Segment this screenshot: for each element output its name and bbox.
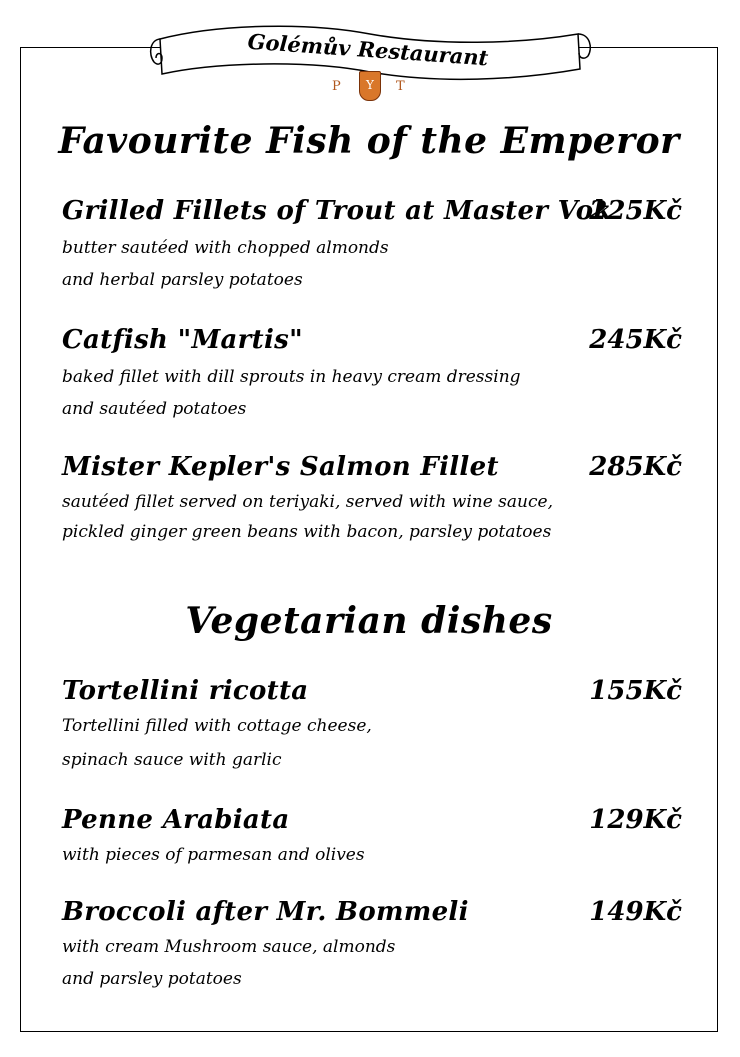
restaurant-name: Golémův Restaurant xyxy=(246,28,490,71)
section-title-fish: Favourite Fish of the Emperor xyxy=(58,120,680,162)
menu-item-penne xyxy=(62,805,682,865)
shield-icon: Y xyxy=(359,71,381,101)
menu-item-tortellini xyxy=(62,676,682,770)
restaurant-banner xyxy=(148,14,593,109)
menu-item-salmon xyxy=(62,452,682,542)
menu-item-catfish xyxy=(62,325,682,419)
dish-description-line: pickled ginger green beans with bacon, parsley potatoes xyxy=(62,522,552,542)
dish-price: 155Kč xyxy=(589,676,682,706)
emblem-letter-left: P xyxy=(332,79,341,94)
dish-name: Catfish "Martis" xyxy=(62,325,303,355)
dish-price: 225Kč xyxy=(589,196,682,226)
dish-description-line: sautéed fillet served on teriyaki, served with wine sauce, xyxy=(62,492,553,512)
dish-description-line: and sautéed potatoes xyxy=(62,399,247,419)
dish-name: Broccoli after Mr. Bommeli xyxy=(62,897,469,927)
restaurant-emblem xyxy=(328,69,412,107)
dish-name: Penne Arabiata xyxy=(62,805,290,835)
dish-name: Tortellini ricotta xyxy=(62,676,309,706)
dish-price: 129Kč xyxy=(589,805,682,835)
dish-description-line: spinach sauce with garlic xyxy=(62,750,282,770)
dish-description-line: with cream Mushroom sauce, almonds xyxy=(62,937,396,957)
dish-description-line: and herbal parsley potatoes xyxy=(62,270,303,290)
dish-description-line: and parsley potatoes xyxy=(62,969,242,989)
dish-price: 245Kč xyxy=(589,325,682,355)
dish-description-line: baked fillet with dill sprouts in heavy cream dressing xyxy=(62,367,521,387)
dish-description-line: Tortellini filled with cottage cheese, xyxy=(62,716,372,736)
dish-description-line: with pieces of parmesan and olives xyxy=(62,845,365,865)
dish-description-line: butter sautéed with chopped almonds xyxy=(62,238,389,258)
dish-price: 285Kč xyxy=(589,452,682,482)
dish-name: Mister Kepler's Salmon Fillet xyxy=(62,452,499,482)
menu-item-trout xyxy=(62,196,682,290)
section-title-vegetarian: Vegetarian dishes xyxy=(185,600,553,642)
emblem-letter-right: T xyxy=(396,79,405,94)
dish-name: Grilled Fillets of Trout at Master Vok xyxy=(62,196,612,226)
dish-price: 149Kč xyxy=(589,897,682,927)
menu-item-broccoli xyxy=(62,897,682,987)
